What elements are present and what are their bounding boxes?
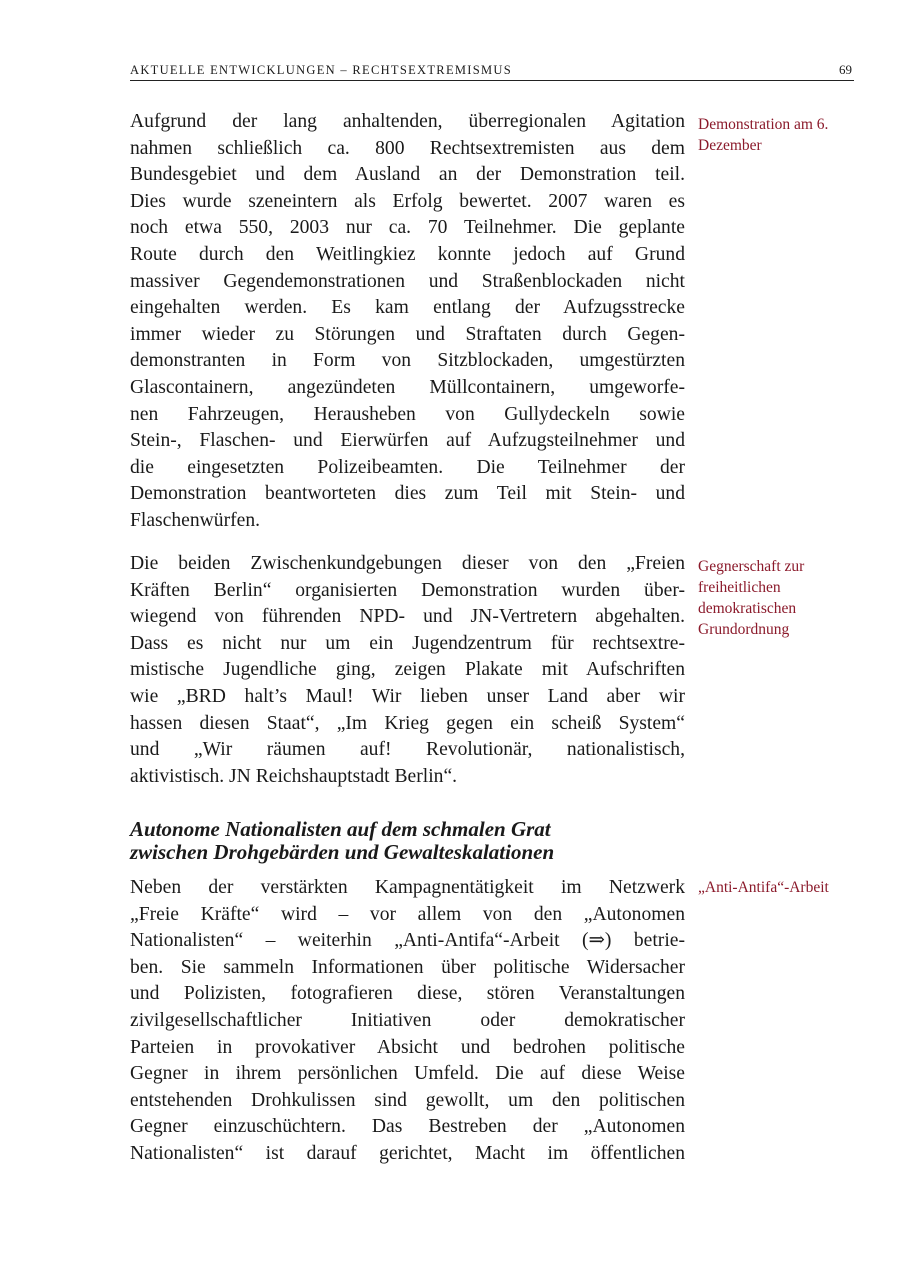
text-line: wiegend von führenden NPD- und JN-Vertretern abgehalten. [130,606,685,628]
margin-note-anti-antifa: „Anti-Antifa“-Arbeit [698,879,829,896]
text-line: Aufgrund der lang anhaltenden, überregionalen Agitation [130,111,685,132]
text-line: immer wieder zu Störungen und Straftaten durch Gegen- [130,323,685,345]
text-line: entstehenden Drohkulissen sind gewollt, um den politischen [130,1089,685,1111]
heading-line: Autonome Nationalisten auf dem schmalen Grat [130,817,551,841]
text-line: Stein-, Flaschen- und Eierwürfen auf Aufzugsteilnehmer und [130,430,685,452]
text-line: eingehalten werden. Es kam entlang der Aufzugsstrecke [130,297,685,319]
text-line: ben. Sie sammeln Informationen über politische Widersacher [130,956,685,978]
header-title: AKTUELLE ENTWICKLUNGEN – RECHTSEXTREMISMUS [130,63,513,77]
text-line: Gegner in ihrem persönlichen Umfeld. Die auf diese Weise [130,1063,685,1085]
text-line: mistische Jugendliche ging, zeigen Plakate mit Aufschriften [130,659,685,681]
text-line: Die beiden Zwischenkundgebungen dieser von den „Freien [130,553,685,574]
heading-line: zwischen Drohgebärden und Gewalteskalationen [130,840,555,864]
text-line: noch etwa 550, 2003 nur ca. 70 Teilnehmer. Die geplante [130,217,685,239]
text-line: wie „BRD halt’s Maul! Wir lieben unser Land aber wir [130,685,685,707]
margin-note-demonstration: Demonstration am 6. Dezember [698,116,829,154]
text-line: Demonstration beantworteten dies zum Teil mit Stein- und [130,483,685,505]
text-line: Kräften Berlin“ organisierten Demonstration wurden über- [130,579,685,601]
text-line: massiver Gegendemonstrationen und Straßenblockaden nicht [130,270,685,292]
text-line: zivilgesellschaftlicher Initiativen oder demokratischer [130,1009,685,1031]
running-header [130,61,854,81]
text-line: Route durch den Weitlingkiez konnte jedoch auf Grund [130,243,685,265]
text-line: aktivistisch. JN Reichshauptstadt Berlin“. [130,765,458,787]
paragraph-demonstration [130,109,685,535]
text-line: nahmen schließlich ca. 800 Rechtsextremisten aus dem [130,137,685,159]
text-line: Bundesgebiet und dem Ausland an der Demonstration teil. [130,164,685,186]
text-line: Flaschenwürfen. [130,509,261,531]
text-line: Nationalisten“ ist darauf gerichtet, Macht im öffentlichen [130,1142,685,1164]
text-line: und „Wir räumen auf! Revolutionär, nationalistisch, [130,739,685,761]
text-line: nen Fahrzeugen, Herausheben von Gullydeckeln sowie [130,403,685,425]
text-line: Dass es nicht nur um ein Jugendzentrum für rechtsextre- [130,632,685,654]
text-line: „Freie Kräfte“ wird – vor allem von den „Autonomen [130,903,685,925]
text-line: Parteien in provokativer Absicht und bedrohen politische [130,1036,685,1058]
text-line: Neben der verstärkten Kampagnentätigkeit im Netzwerk [130,877,685,898]
text-line: demonstranten in Form von Sitzblockaden, umgestürzten [130,350,685,372]
text-line: hassen diesen Staat“, „Im Krieg gegen ein scheiß System“ [130,712,685,734]
text-line: und Polizisten, fotografieren diese, stören Veranstaltungen [130,983,685,1005]
text-line: Dies wurde szeneintern als Erfolg bewertet. 2007 waren es [130,190,685,212]
text-line: Glascontainern, angezündeten Müllcontainern, umgeworfe- [130,376,685,398]
text-line: die eingesetzten Polizeibeamten. Die Teilnehmer der [130,456,685,478]
text-line: Nationalisten“ – weiterhin „Anti-Antifa“-Arbeit (⇒) betrie- [130,930,685,952]
section-heading [130,818,690,864]
page-number: 69 [839,62,852,77]
margin-note-gegnerschaft: Gegnerschaft zur freiheitlichen demokratischen Grundordnung [698,558,805,638]
text-line: Gegner einzuschüchtern. Das Bestreben der „Autonomen [130,1116,685,1138]
paragraph-anti-antifa [130,875,685,1168]
paragraph-zwischenkundgebungen [130,551,685,790]
